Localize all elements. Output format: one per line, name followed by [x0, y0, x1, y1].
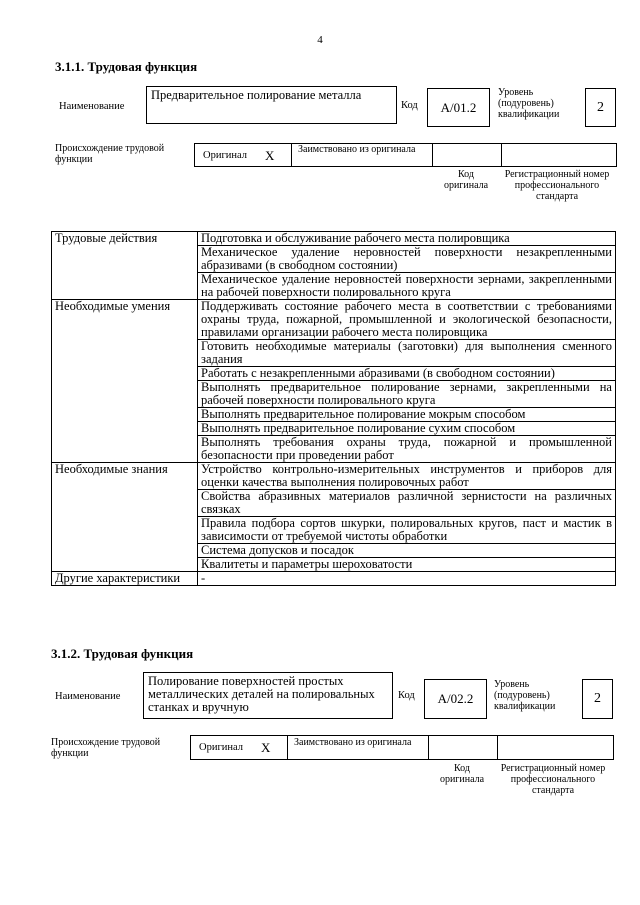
table-row — [52, 300, 616, 340]
divider — [432, 143, 433, 167]
list-item: Механическое удаление неровностей поверхности зернами, закрепленными на рабочей поверхности полировального круга — [198, 273, 616, 300]
list-item: Устройство контрольно-измерительных инструментов и приборов для оценки качества выполнения полировочных работ — [198, 463, 616, 490]
section-2-original-mark: X — [261, 740, 271, 755]
section-2-reg-number-caption: Регистрационный номер профессионального стандарта — [500, 763, 606, 796]
section-2-origin-label: Происхождение трудовой функции — [51, 737, 161, 759]
section-2-code-label: Код — [398, 690, 415, 701]
section-1-code-value: А/01.2 — [427, 88, 490, 127]
section-2-original-label: Оригинал — [199, 742, 243, 753]
list-item: Работать с незакрепленными абразивами (в свободном состоянии) — [198, 367, 616, 381]
table-row — [52, 572, 616, 586]
section-1-origin-label: Происхождение трудовой функции — [55, 143, 165, 165]
list-item: Выполнять предварительное полирование сухим способом — [198, 422, 616, 436]
section-1-title: 3.1.1. Трудовая функция — [55, 59, 198, 74]
list-item: Квалитеты и параметры шероховатости — [198, 558, 616, 572]
list-item: Готовить необходимые материалы (заготовки) для выполнения сменного задания — [198, 340, 616, 367]
table-row — [52, 463, 616, 490]
divider — [287, 735, 288, 760]
divider — [291, 143, 292, 167]
labor-actions-label: Трудовые действия — [52, 232, 198, 300]
labor-function-table — [51, 231, 616, 586]
other-characteristics-value: - — [198, 572, 616, 586]
divider — [428, 735, 429, 760]
list-item: Подготовка и обслуживание рабочего места полировщика — [198, 232, 616, 246]
list-item: Свойства абразивных материалов различной зернистости на различных связках — [198, 490, 616, 517]
section-1-original-mark: X — [265, 148, 275, 163]
section-2-origin-box — [190, 735, 614, 760]
section-2-title: 3.1.2. Трудовая функция — [51, 646, 194, 661]
section-1-reg-number-caption: Регистрационный номер профессионального стандарта — [504, 169, 610, 202]
other-characteristics-label: Другие характеристики — [52, 572, 198, 586]
divider — [497, 735, 498, 760]
section-2-name-label: Наименование — [55, 691, 121, 702]
list-item: Выполнять предварительное полирование зернами, закрепленными на рабочей поверхности полировального круга — [198, 381, 616, 408]
section-2-level-value: 2 — [582, 679, 613, 719]
list-item: Механическое удаление неровностей поверхности незакрепленными абразивами (в свободном состоянии) — [198, 246, 616, 273]
section-2-borrowed-label: Заимствовано из оригинала — [294, 737, 412, 748]
section-1-name-label: Наименование — [59, 101, 125, 112]
section-2-code-original-caption: Код оригинала — [439, 763, 485, 785]
list-item: Выполнять требования охраны труда, пожарной и промышленной безопасности при проведении работ — [198, 436, 616, 463]
divider — [501, 143, 502, 167]
knowledge-label: Необходимые знания — [52, 463, 198, 572]
section-1-origin-box — [194, 143, 617, 167]
page-number: 4 — [317, 34, 323, 46]
section-1-level-label: Уровень (подуровень) квалификации — [498, 87, 560, 120]
section-1-level-value: 2 — [585, 88, 616, 127]
section-1-original-label: Оригинал — [203, 150, 247, 161]
section-1-borrowed-label: Заимствовано из оригинала — [298, 144, 416, 155]
list-item: Выполнять предварительное полирование мокрым способом — [198, 408, 616, 422]
list-item: Система допусков и посадок — [198, 544, 616, 558]
section-2-name-value: Полирование поверхностей простых металлических деталей на полировальных станках и вручную — [143, 672, 393, 719]
section-2-level-label: Уровень (подуровень) квалификации — [494, 679, 556, 712]
table-row — [52, 232, 616, 246]
section-1-name-value: Предварительное полирование металла — [146, 86, 397, 124]
section-2-code-value: А/02.2 — [424, 679, 487, 719]
section-1-code-label: Код — [401, 100, 418, 111]
section-1-code-original-caption: Код оригинала — [443, 169, 489, 191]
list-item: Поддерживать состояние рабочего места в соответствии с требованиями охраны труда, пожарной, промышленной и экологической безопасности, правилами организации рабочего места полировщика — [198, 300, 616, 340]
skills-label: Необходимые умения — [52, 300, 198, 463]
list-item: Правила подбора сортов шкурки, полировальных кругов, паст и мастик в зависимости от требуемой чистоты обработки — [198, 517, 616, 544]
